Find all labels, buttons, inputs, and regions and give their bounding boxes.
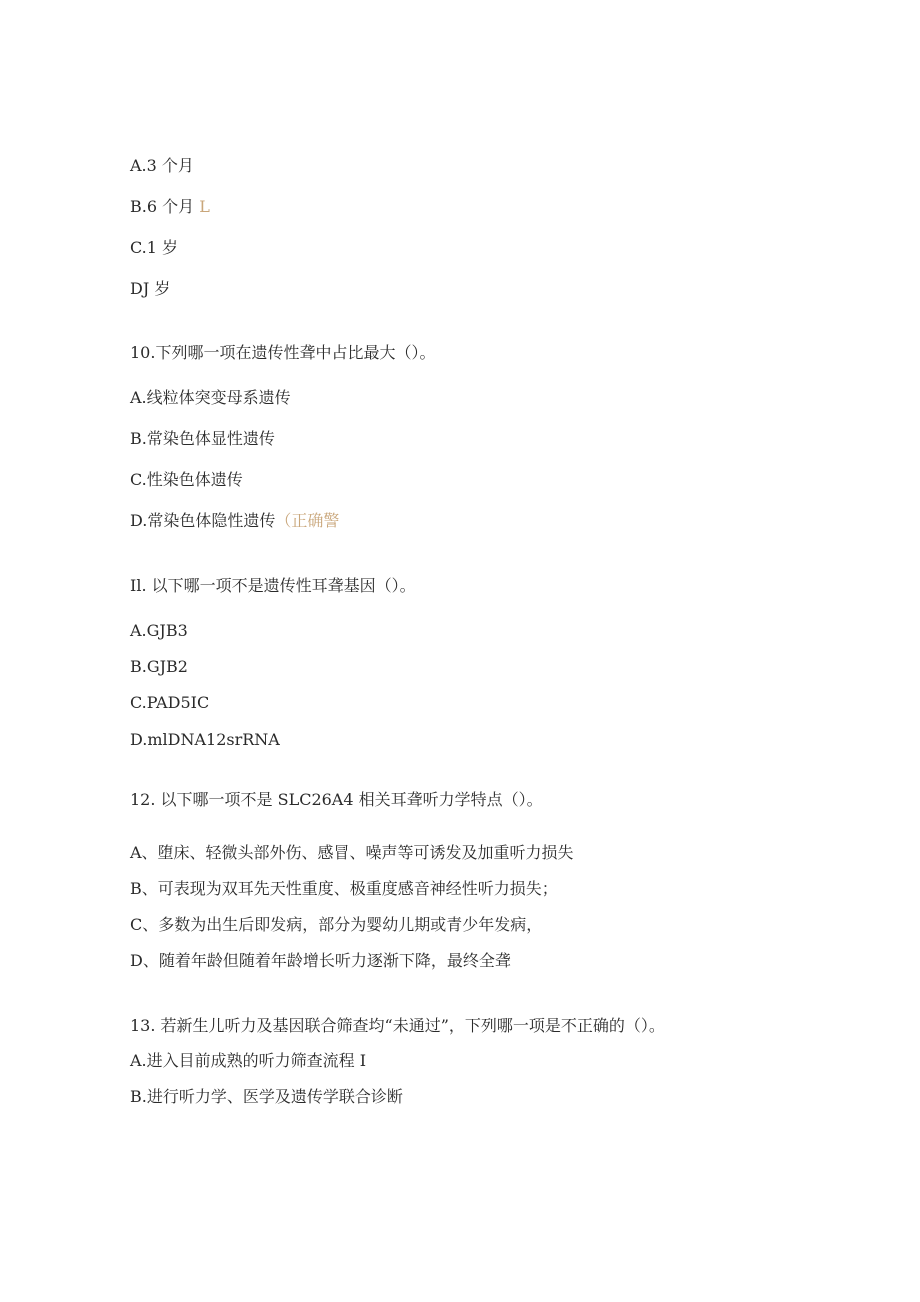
q12-option-b bbox=[130, 878, 558, 900]
q10-option-c bbox=[130, 469, 243, 491]
option-text: A.线粒体突变母系遗传 bbox=[130, 388, 291, 407]
option-text: C.1 岁 bbox=[130, 238, 179, 257]
q12-option-d bbox=[130, 950, 511, 972]
q13-stem: 13. 若新生儿听力及基因联合筛查均“未通过”，下列哪一项是不正确的（）。 bbox=[130, 1016, 665, 1035]
q12-option-a bbox=[130, 842, 574, 864]
q10-option-a bbox=[130, 387, 291, 409]
q13-option-a bbox=[130, 1050, 366, 1072]
option-text: B.进行听力学、医学及遗传学联合诊断 bbox=[130, 1087, 403, 1106]
option-text: C.性染色体遗传 bbox=[130, 470, 243, 489]
answer-mark: （正确警 bbox=[275, 511, 340, 530]
q11-option-a bbox=[130, 620, 188, 642]
q11-stem: Il. 以下哪一项不是遗传性耳聋基因（）。 bbox=[130, 576, 416, 595]
option-text: B.GJB2 bbox=[130, 657, 188, 676]
q10-option-b bbox=[130, 428, 275, 450]
option-text: A.3 个月 bbox=[130, 156, 194, 175]
option-text: C、多数为出生后即发病，部分为婴幼儿期或青少年发病， bbox=[130, 915, 543, 934]
q9-option-c bbox=[130, 237, 178, 259]
option-text: A.GJB3 bbox=[130, 621, 188, 640]
option-text: A.进入目前成熟的听力筛查流程 I bbox=[130, 1051, 367, 1070]
option-text: A、堕床、轻微头部外伤、感冒、噪声等可诱发及加重听力损失 bbox=[130, 843, 574, 862]
option-text: B.常染色体显性遗传 bbox=[130, 429, 275, 448]
q11-option-b bbox=[130, 656, 188, 678]
q9-option-a bbox=[130, 155, 194, 177]
q9-option-b bbox=[130, 196, 210, 218]
q12-option-c bbox=[130, 914, 542, 936]
option-text: C.PAD5IC bbox=[130, 693, 210, 712]
option-text: D.常染色体隐性遗传 bbox=[130, 511, 276, 530]
q10-option-d bbox=[130, 510, 339, 532]
q9-option-d bbox=[130, 278, 170, 300]
q11-option-d bbox=[130, 729, 280, 751]
option-text: D.mlDNA12srRNA bbox=[130, 730, 280, 749]
answer-mark: L bbox=[194, 197, 210, 216]
q13-option-b bbox=[130, 1086, 403, 1108]
q11-option-c bbox=[130, 692, 209, 714]
option-text: D、随着年龄但随着年龄增长听力逐渐下降，最终全聋 bbox=[130, 951, 511, 970]
option-text: B、可表现为双耳先天性重度、极重度感音神经性听力损失； bbox=[130, 879, 558, 898]
q10-stem: 10.下列哪一项在遗传性聋中占比最大（）。 bbox=[130, 343, 436, 362]
option-text: DJ 岁 bbox=[130, 279, 171, 298]
q12-stem: 12. 以下哪一项不是 SLC26A4 相关耳聋听力学特点（）。 bbox=[130, 790, 543, 809]
option-text: B.6 个月 bbox=[130, 197, 195, 216]
